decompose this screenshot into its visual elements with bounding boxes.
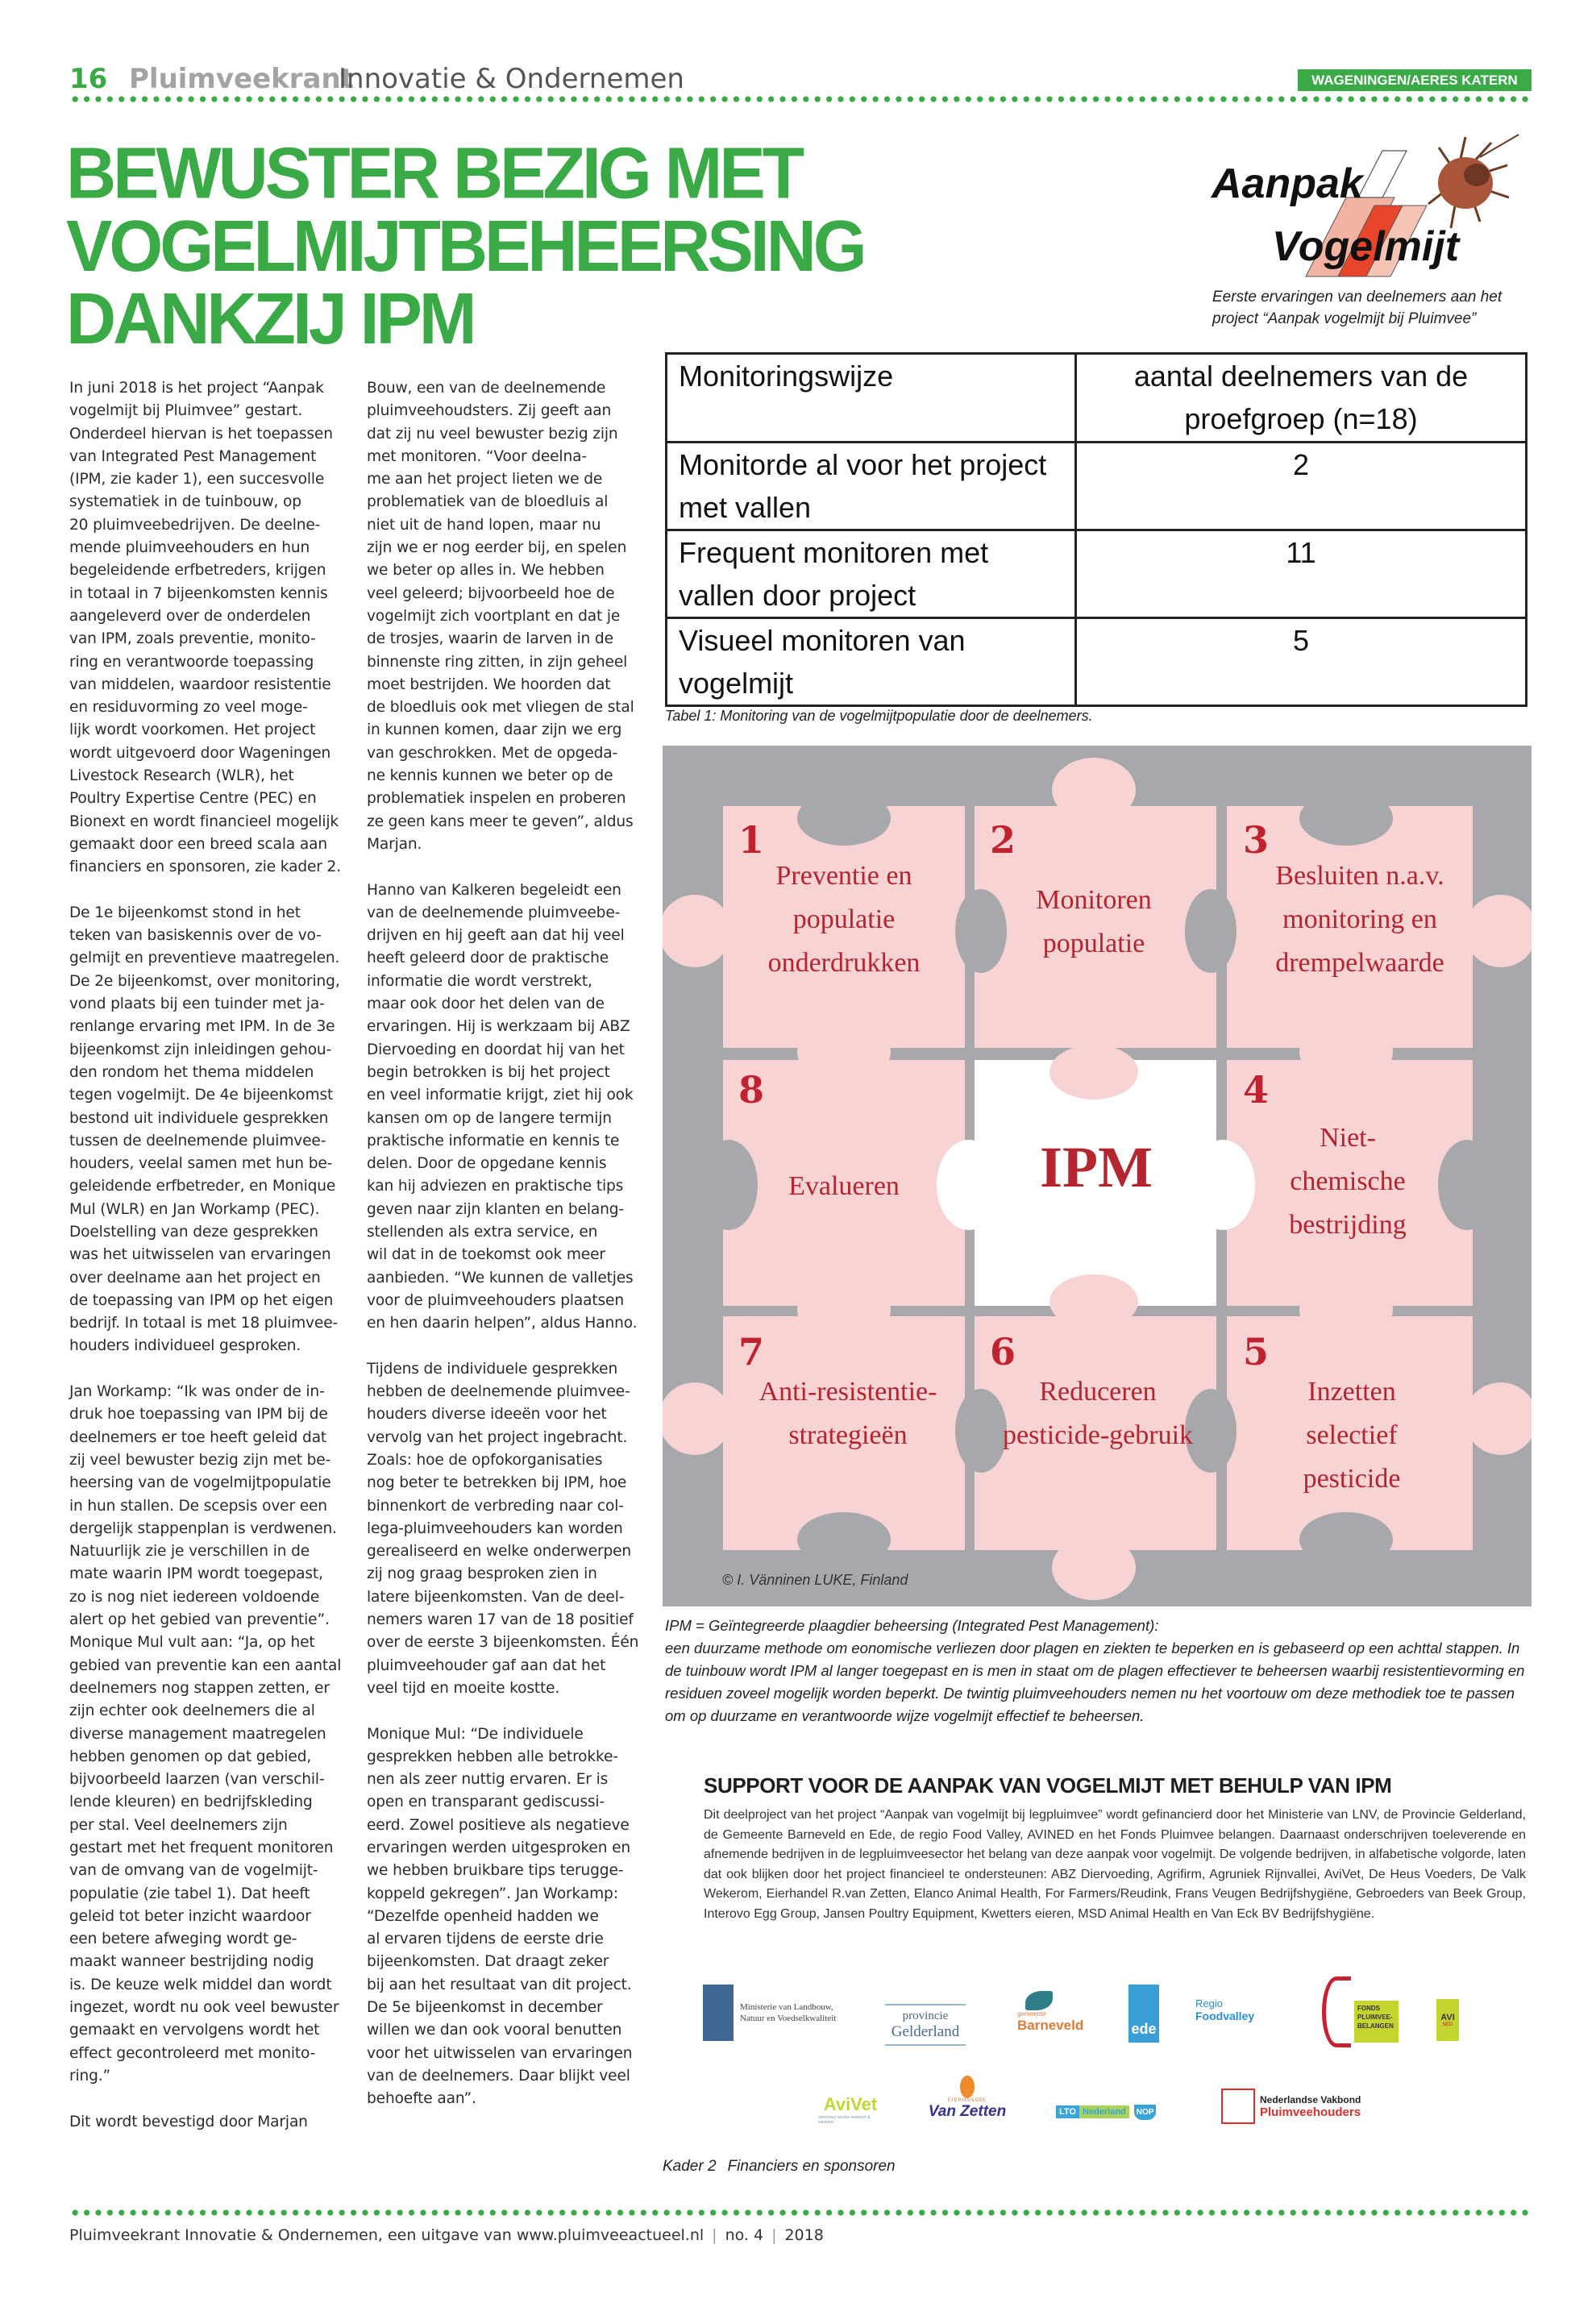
step-label: Evalueren	[788, 1171, 900, 1201]
paragraph: De 1e bijeenkomst stond in het teken van basiskennis over de vo- gelmijt en preventieve maatregelen. De 2e bijeenkomst, over monitoring, vond plaats bij een tuinder met ja- renlange ervaring met IPM. In de 3e bijeenkomst zijn inleidingen gehou- den rondom het thema middelen tegen vogelmijt. De 4e bijeenkomst bestond uit individuele gesprekken tussen de deelnemende pluimvee- houders, veelal samen met hun be- geleidende erfbetreder, en Monique Mul (WLR) en Jan Workamp (PEC). Doelstelling van deze gesprekken was het uitwisselen van ervaringen over deelname aan het project en de toepassing van IPM op het eigen bedrijf. In totaal is met 18 pluimvee- houders individueel gesproken.	[69, 904, 340, 1355]
logo-fonds-pluimveebelangen	[1322, 1976, 1399, 2049]
title-line: VOGELMIJTBEHEERSING	[66, 206, 864, 287]
table-row	[667, 443, 1527, 530]
logo-label: EIERHANDEL	[947, 2098, 987, 2103]
logo-label: Foodvalley	[1195, 2010, 1255, 2022]
logo-eierhandel-van-zetten	[919, 2076, 1016, 2132]
coat-of-arms-icon	[703, 1985, 734, 2041]
step-label: Inzetten selectief pesticide	[1303, 1377, 1401, 1494]
step-number: 1	[738, 818, 765, 862]
table-header-cell: aantal deelnemers van de proefgroep (n=18)	[1076, 354, 1527, 443]
step-number: 3	[1243, 818, 1270, 862]
logo-ministerie-lnv	[703, 1985, 864, 2041]
step-label: Monitoren populatie	[1036, 885, 1152, 958]
logo-word-2: Vogelmijt	[1272, 223, 1460, 270]
table-row	[667, 530, 1527, 618]
footer-year: 2018	[784, 2226, 824, 2244]
table-cell-count: 11	[1076, 530, 1527, 618]
table-cell-method: Monitorde al voor het project met vallen	[667, 443, 1076, 530]
table-header-row	[667, 354, 1527, 443]
logo-label: FONDS PLUIMVEE-BELANGEN	[1354, 2001, 1399, 2043]
table-cell-method: Frequent monitoren met vallen door project	[667, 530, 1076, 618]
step-label: Besluiten n.a.v. monitoring en drempelwaarde	[1275, 861, 1444, 978]
paragraph: Tijdens de individuele gesprekken hebben de deelnemende pluimvee- houders diverse ideeën voor het vervolg van het project ingebracht. Zoals: hoe de opfokorganisaties nog beter te betrekken bij IPM, hoe binnenkort de verbreding naar col- lega-pluimveehouders kan worden gerealiseerd en welke onderwerpen zij nog graag besproken zien in latere bijeenkomsten. Van de deel- nemers waren 17 van de 18 positief over de eerste 3 bijeenkomsten. Één pluimveehouder gaf aan dat het veel tijd en moeite kostte.	[367, 1360, 639, 1697]
publication-brand: Pluimveekrant	[129, 63, 354, 95]
logo-label: provincie	[902, 2009, 949, 2022]
farmer-icon	[1221, 2089, 1255, 2124]
logo-label: Gelderland	[891, 2022, 960, 2040]
kader2-text: Financiers en sponsoren	[727, 2158, 896, 2175]
section-badge: WAGENINGEN/AERES KATERN	[1298, 69, 1532, 91]
figure-credit: © I. Vänninen LUKE, Finland	[722, 1572, 908, 1588]
logo-avined	[1436, 1999, 1459, 2041]
logo-label: veterinary service research & solutions	[818, 2115, 871, 2125]
step-number: 4	[1243, 1068, 1270, 1112]
support-body: Dit deelproject van het project “Aanpak van vogelmijt bij legpluimvee” wordt gefinancierd door het Ministerie van LNV, de Provincie Gelderland, de Gemeente Barneveld en Ede, de regio Food Valley, AVINED en het Fonds Pluimvee belangen. Daarnaast onderschrijven toeleverende en afnemende bedrijven in de legpluimveesector het belang van deze aanpak voor vogelmijt. De volgende bedrijven, in alfabetische volgorde, laten dat ook blijken door het project financieel te ondersteunen: ABZ Diervoeding, Agrifirm, Agruniek Rijnvallei, AviVet, De Heus Voeders, De Valk Wekerom, Eierhandel R.van Zetten, Elanco Animal Health, For Farmers/Reudink, Frans Veugen Bedrijfshygiëne, Gebroeders van Beek Group, Interovo Egg Group, Jansen Poultry Equipment, Kwetters eieren, MSD Animal Health en Van Eck BV Bedrijfshygiëne.	[704, 1808, 1526, 1921]
logo-gemeente-barneveld	[1017, 1991, 1098, 2047]
table-cell-count: 2	[1076, 443, 1527, 530]
logo-label: AviVet	[823, 2094, 878, 2114]
table-header-cell: Monitoringswijze	[667, 354, 1076, 443]
step-number: 6	[990, 1330, 1016, 1374]
table-cell-count: 5	[1076, 618, 1527, 706]
step-number: 8	[738, 1068, 765, 1112]
logo-label: LTO	[1056, 2105, 1079, 2118]
logo-label: gemeente	[1017, 2010, 1046, 2018]
ipm-caption-body: een duurzame methode om eonomische verliezen door plagen en ziekten te beperken en is gebaseerd op een achttal stappen. In de tuinbouw wordt IPM al langer toegepast en is men in staat om de plagen effectiever te beheersen waarbij resistentievorming en residuen zoveel mogelijk worden beperkt. De twintig pluimveehouders nemen nu het voortouw om deze methodiek toe te passen om op duurzame en verantwoorde wijze vogelmijt effectief te beheersen.	[665, 1640, 1525, 1724]
table-cell-method: Visueel monitoren van vogelmijt	[667, 618, 1076, 706]
ipm-center-label: IPM	[1040, 1135, 1153, 1199]
step-label: Anti-resistentie-strategieën	[759, 1377, 937, 1450]
logo-label: NOP	[1134, 2105, 1157, 2120]
logo-avivet	[818, 2094, 883, 2134]
support-heading: SUPPORT VOOR DE AANPAK VAN VOGELMIJT MET BEHULP VAN IPM	[704, 1773, 1392, 1798]
footer-text: Pluimveekrant Innovatie & Ondernemen, een uitgave van www.pluimveeactueel.nl	[69, 2226, 704, 2244]
footer-dotted-divider	[69, 2209, 1532, 2216]
logo-word-1: Aanpak	[1212, 160, 1363, 207]
logo-label: AVI	[1440, 2013, 1455, 2022]
paragraph: Dit wordt bevestigd door Marjan	[69, 2113, 308, 2130]
aanpak-vogelmijt-logo	[1209, 133, 1532, 286]
monitoring-table	[665, 352, 1527, 707]
logo-label: NED	[1442, 2022, 1453, 2027]
paragraph: Bouw, een van de deelnemende pluimveehoudsters. Zij geeft aan dat zij nu veel bewuster bezig zijn met monitoren. “Voor deelna- me aan het project lieten we de problematiek van de bloedluis al niet uit de hand lopen, maar nu zijn we er nog eerder bij, en spelen we beter op alles in. We hebben veel geleerd; bijvoorbeeld hoe de vogelmijt zich voortplant en dat je de trosjes, waarin de larven in de binnenste ring zitten, in zijn geheel moet bestrijden. We hoorden dat de bloedluis ook met vliegen de stal in kunnen komen, daar zijn we erg van geschrokken. Met de opgeda- ne kennis kunnen we beter op de problematiek inspelen en proberen ze geen kans meer te geven”, aldus Marjan.	[367, 380, 634, 853]
logo-label: Pluimveehouders	[1260, 2105, 1361, 2119]
table-row	[667, 618, 1527, 706]
step-label: Niet-chemische bestrijding	[1289, 1123, 1407, 1240]
page-footer: Pluimveekrant Innovatie & Ondernemen, een uitgave van www.pluimveeactueel.nl | no. 4 | 2018	[69, 2226, 824, 2244]
step-label: Reduceren pesticide-gebruik	[1002, 1377, 1194, 1450]
paragraph: Hanno van Kalkeren begeleidt een van de deelnemende pluimveebe- drijven en hij geeft aan dat hij veel heeft geleerd door de praktische informatie die wordt verstrekt, maar ook door het delen van de ervaringen. Hij is werkzaam bij ABZ Diervoeding en doordat hij van het begin betrokken is bij het project en veel informatie krijgt, ziet hij ook kansen om op de langere termijn praktische informatie en kennis te delen. Door de opgedane kennis kan hij adviezen en praktische tips geven naar zijn klanten en belang- stellenden als extra service, en wil dat in de toekomst ook meer aanbieden. “We kunnen de valletjes voor de pluimveehouders plaatsen en hen daarin helpen”, aldus Hanno.	[367, 881, 638, 1332]
paragraph: In juni 2018 is het project “Aanpak vogelmijt bij Pluimvee” gestart. Onderdeel hiervan is het toepassen van Integrated Pest Management (IPM, zie kader 1), een succesvolle systematiek in de tuinbouw, op 20 pluimveebedrijven. De deelne- mende pluimveehouders en hun begeleidende erfbetreders, krijgen in totaal in 7 bijeenkomsten kennis aangeleverd over de onderdelen van IPM, zoals preventie, monito- ring en verantwoorde toepassing van middelen, waardoor resistentie en residuvorming zo veel moge- lijk wordt voorkomen. Het project wordt uitgevoerd door Wageningen Livestock Research (WLR), het Poultry Expertise Centre (PEC) en Bionext en wordt financieel mogelijk gemaakt door een breed scala aan financiers en sponsoren, zie kader 2.	[69, 380, 341, 876]
logo-graphic	[1209, 133, 1532, 286]
logo-regio-foodvalley	[1195, 1997, 1276, 2038]
kader2-caption	[663, 2158, 896, 2176]
logo-label: Ministerie van Landbouw, Natuur en Voedselkwaliteit	[740, 2002, 837, 2023]
kader2-label: Kader 2	[663, 2158, 717, 2175]
rooster-icon	[1322, 1976, 1351, 2047]
step-label: Preventie en populatie onderdrukken	[767, 861, 921, 978]
logo-lto-nederland	[1056, 2100, 1169, 2124]
paragraph: Monique Mul: “De individuele gesprekken hebben alle betrokke- nen als zeer nuttig ervaren. Er is open en transparant gediscussi- eerd. Zowel positieve als negatieve ervaringen werden uitgesproken en we hebben bruikbare tips terugge- koppeld gekregen”. Jan Workamp: “Dezelfde openheid hadden we al ervaren tijdens de eerste drie bijeenkomsten. Dat draagt zeker bij aan het resultaat van dit project. De 5e bijeenkomst in december willen we dan ook vooral benutten voor het uitwisselen van ervaringen van de deelnemers. Daar blijkt veel behoefte aan”.	[367, 1725, 633, 2108]
table-caption: Tabel 1: Monitoring van de vogelmijtpopulatie door de deelnemers.	[665, 708, 1093, 724]
logo-tagline: Eerste ervaringen van deelnemers aan het project “Aanpak vogelmijt bij Pluimvee”	[1212, 289, 1502, 327]
step-number: 5	[1243, 1330, 1270, 1374]
hand-icon	[1025, 1991, 1053, 2010]
ipm-caption-heading: IPM = Geïntegreerde plaagdier beheersing (Integrated Pest Management):	[665, 1617, 1159, 1634]
ipm-puzzle-figure	[663, 746, 1532, 1606]
title-line: DANKZIJ IPM	[66, 278, 474, 360]
logo-label: Barneveld	[1017, 2018, 1084, 2033]
ipm-definition-caption	[665, 1615, 1536, 1727]
logo-label: Regio	[1195, 1997, 1223, 2010]
article-title	[66, 132, 864, 360]
step-number: 2	[990, 818, 1016, 862]
page-number: 16	[69, 63, 108, 95]
logo-label: Nederland	[1079, 2105, 1129, 2118]
egg-icon	[960, 2076, 975, 2098]
article-column-2	[367, 377, 653, 2134]
header-dotted-divider	[69, 96, 1532, 102]
footer-issue: no. 4	[725, 2226, 764, 2244]
step-number: 7	[738, 1330, 765, 1374]
paragraph: Jan Workamp: “Ik was onder de in- druk hoe toepassing van IPM bij de deelnemers er toe heeft geleid dat zij veel bewuster bezig zijn met be- heersing van de vogelmijtpopulatie in hun stallen. De scepsis over een dergelijk stappenplan is verdwenen. Natuurlijk zie je verschillen in de mate waarin IPM wordt toegepast, zo is nog niet iedereen voldoende alert op het gebied van preventie”. Monique Mul vult aan: “Ja, op het gebied van preventie kan een aantal deelnemers nog stappen zetten, er zijn echter ook deelnemers die al diverse management maatregelen hebben genomen op dat gebied, bijvoorbeeld laarzen (van verschil- lende kleuren) en bedrijfskleding per stal. Veel deelnemers zijn gestart met het frequent monitoren van de omvang van de vogelmijt- populatie (zie tabel 1). Dat heeft geleid tot beter inzicht waardoor een betere afweging wordt ge- maakt wanneer bestrijding nodig is. De keuze welk middel dan wordt ingezet, wordt nu ook veel bewuster gemaakt en vervolgens wordt het effect gecontroleerd met monito- ring.”	[69, 1383, 342, 2084]
logo-ede	[1128, 1985, 1159, 2043]
logo-label: ede	[1131, 2021, 1157, 2037]
article-column-1	[69, 377, 360, 2156]
logo-nvp	[1221, 2086, 1382, 2126]
publication-subtitle: Innovatie & Ondernemen	[339, 63, 684, 95]
logo-label: Van Zetten	[928, 2103, 1007, 2120]
logo-label: Nederlandse Vakbond	[1260, 2093, 1361, 2105]
logo-provincie-gelderland	[885, 2004, 966, 2046]
title-line: BEWUSTER BEZIG MET	[66, 132, 802, 214]
